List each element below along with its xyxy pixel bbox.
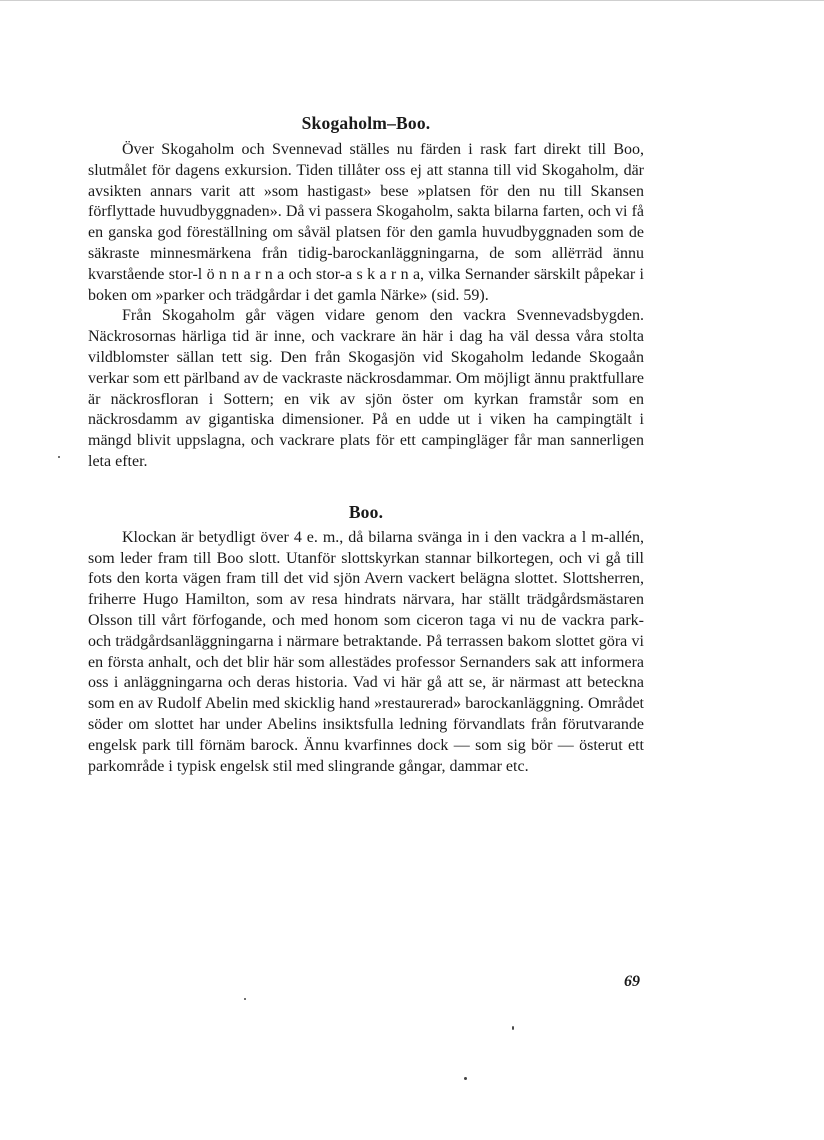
section-title-boo: Boo. <box>348 501 384 522</box>
scan-speck <box>512 1026 514 1030</box>
text-column <box>88 113 644 777</box>
section-title-skogaholm-boo: Skogaholm–Boo. <box>301 113 431 133</box>
scan-speck <box>464 1077 467 1080</box>
paragraph-skogaholm-1: Över Skogaholm och Svennevad ställes nu färden i rask fart direkt till Boo, slutmålet för dagens exkursion. Tiden tillåter oss ej att stanna till vid Skogaholm, där avsikten annars varit att »som hastigast» bese »platsen för den nu till Skansen förflyttade huvudbyggnaden». Då vi passera Skogaholm, sakta bilarna farten, och vi få en ganska god föreställning om såväl platsen för den gamla huvudbyggnaden som de säkraste minnesmärkena från tidig-barockanläggningarna, de som allётräd ännu kvarstående stor-l ö n n a r n a och stor-a s k a r n a, vilka Sernander särskilt påpekar i boken om »parker och trädgårdar i det gamla Närke» (sid. 59). <box>88 141 644 304</box>
scan-speck <box>244 998 246 1000</box>
paragraph-boo-1: Klockan är betydligt över 4 e. m., då bilarna svänga in i den vackra a l m-allén, som leder fram till Boo slott. Utanför slottskyrkan stannar bilkortegen, och vi gå till fots den korta vägen fram till det vid sjön Avern vackert belägna slottet. Slottsherren, friherre Hugo Hamilton, som av resa hindrats närvara, har ställt trädgårdsmästaren Olsson till vårt förfogande, och med honom som ciceron taga vi nu de vackra park- och trädgårdsanläggningarna i närmare betraktande. På terrassen bakom slottet göra vi en första anhalt, och det blir här som allestädes professor Sernanders sak att informera oss i anläggningarna och deras historia. Vad vi här gå att se, är närmast att beteckna som en av Rudolf Abelin med skicklig hand »restaurerad» barockanläggning. Området söder om slottet har under Abelins insiktsfulla ledning förvandlats från förutvarande engelsk park till förnäm barock. Ännu kvarfinnes dock — som sig bör — österut ett parkområde i typisk engelsk stil med slingrande gångar, dammar etc. <box>88 528 644 775</box>
scan-speck <box>58 456 60 458</box>
paragraph-skogaholm-2: Från Skogaholm går vägen vidare genom den vackra Svennevadsbygden. Näckrosornas härliga tid är inne, och vackrare än här i dag ha väl dessa våra stolta vildblomster sällan tett sig. Den från Skogasjön vid Skogaholm ledande Skogaån verkar som ett pärlband av de vackraste näckrosdammar. Om möjligt ännu praktfullare är näckrosfloran i Sottern; en vik av sjön öster om kyrkan framstår som en näckrosdamm av gigantiska dimensioner. På en udde ut i viken ha campingtält i mängd blivit uppslagna, och vackrare plats för ett campingläger får man sannerligen leta efter. <box>88 307 644 470</box>
page-number: 69 <box>624 973 640 990</box>
